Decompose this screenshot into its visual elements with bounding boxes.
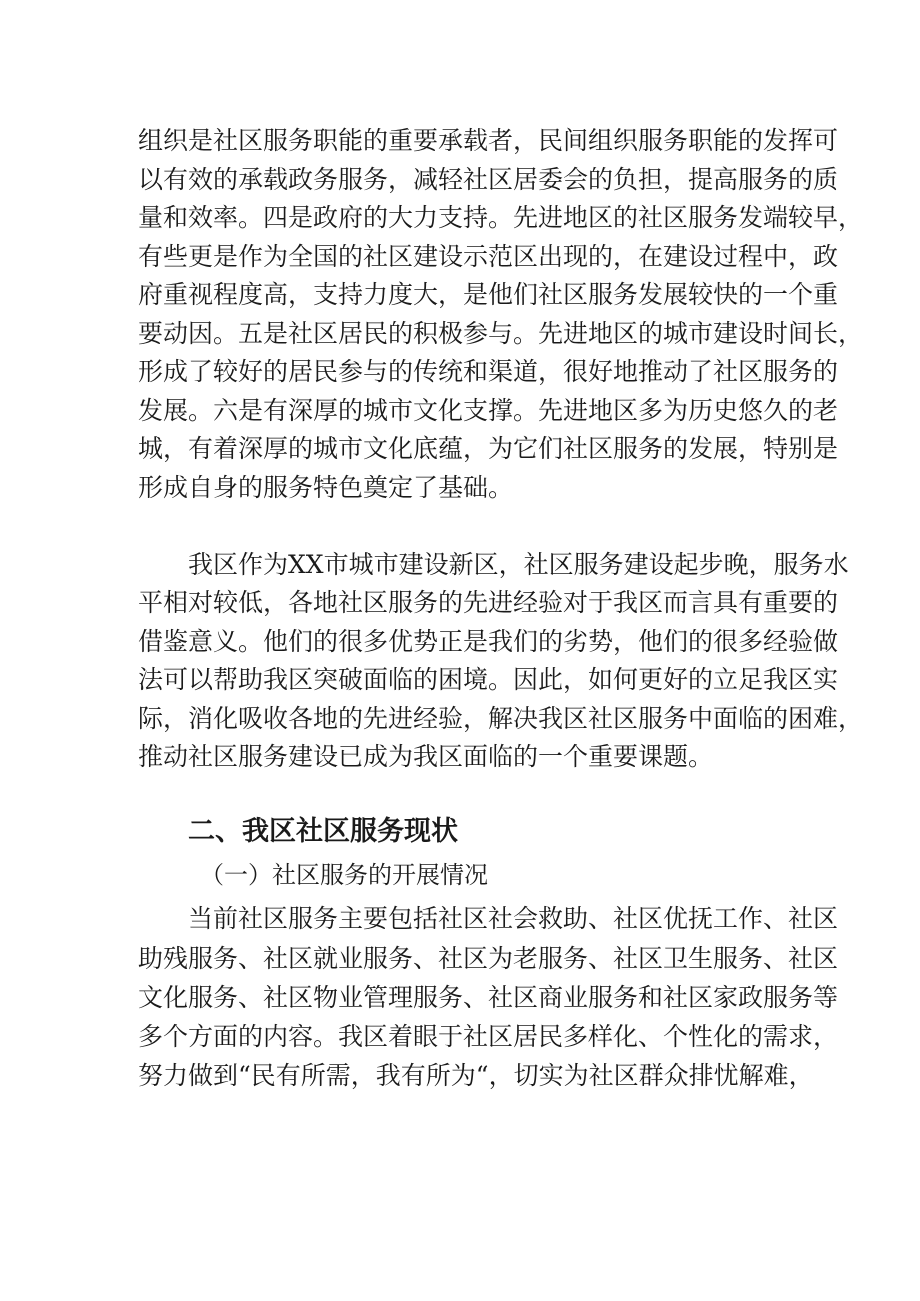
paragraph-line: 文化服务、社区物业管理服务、社区商业服务和社区家政服务等 [138, 983, 839, 1012]
paragraph-line: 府重视程度高，支持力度大，是他们社区服务发展较快的一个重 [138, 280, 839, 309]
paragraph-line: 要动因。五是社区居民的积极参与。先进地区的城市建设时间长， [138, 319, 864, 348]
paragraph-line: 组织是社区服务职能的重要承载者，民间组织服务职能的发挥可 [138, 126, 839, 155]
paragraph-line: 借鉴意义。他们的很多优势正是我们的劣势，他们的很多经验做 [138, 627, 839, 656]
paragraph-line: 际，消化吸收各地的先进经验，解决我区社区服务中面临的困难， [138, 704, 864, 733]
section-heading: 二、我区社区服务现状 [188, 816, 458, 847]
paragraph-line: 法可以帮助我区突破面临的困境。因此，如何更好的立足我区实 [138, 665, 839, 694]
paragraph-line: 形成了较好的居民参与的传统和渠道，很好地推动了社区服务的 [138, 357, 839, 386]
paragraph-line: 以有效的承载政务服务，减轻社区居委会的负担，提高服务的质 [138, 165, 839, 194]
paragraph-line: 助残服务、社区就业服务、社区为老服务、社区卫生服务、社区 [138, 944, 839, 973]
paragraph-line: 努力做到“民有所需，我有所为“，切实为社区群众排忧解难， [138, 1061, 814, 1090]
paragraph-line: 我区作为XX市城市建设新区，社区服务建设起步晚，服务水 [188, 550, 849, 579]
paragraph-line: 有些更是作为全国的社区建设示范区出现的，在建设过程中，政 [138, 242, 839, 271]
subsection-heading: （一）社区服务的开展情况 [200, 861, 488, 889]
paragraph-line: 当前社区服务主要包括社区社会救助、社区优抚工作、社区 [188, 904, 839, 933]
paragraph-line: 形成自身的服务特色奠定了基础。 [138, 473, 514, 502]
paragraph-line: 量和效率。四是政府的大力支持。先进地区的社区服务发端较早， [138, 203, 864, 232]
paragraph-line: 平相对较低，各地社区服务的先进经验对于我区而言具有重要的 [138, 588, 839, 617]
paragraph-line: 发展。六是有深厚的城市文化支撑。先进地区多为历史悠久的老 [138, 396, 839, 425]
paragraph-line: 城，有着深厚的城市文化底蕴，为它们社区服务的发展，特别是 [138, 434, 839, 463]
paragraph-line: 多个方面的内容。我区着眼于社区居民多样化、个性化的需求， [138, 1022, 839, 1051]
paragraph-line: 推动社区服务建设已成为我区面临的一个重要课题。 [138, 742, 714, 771]
